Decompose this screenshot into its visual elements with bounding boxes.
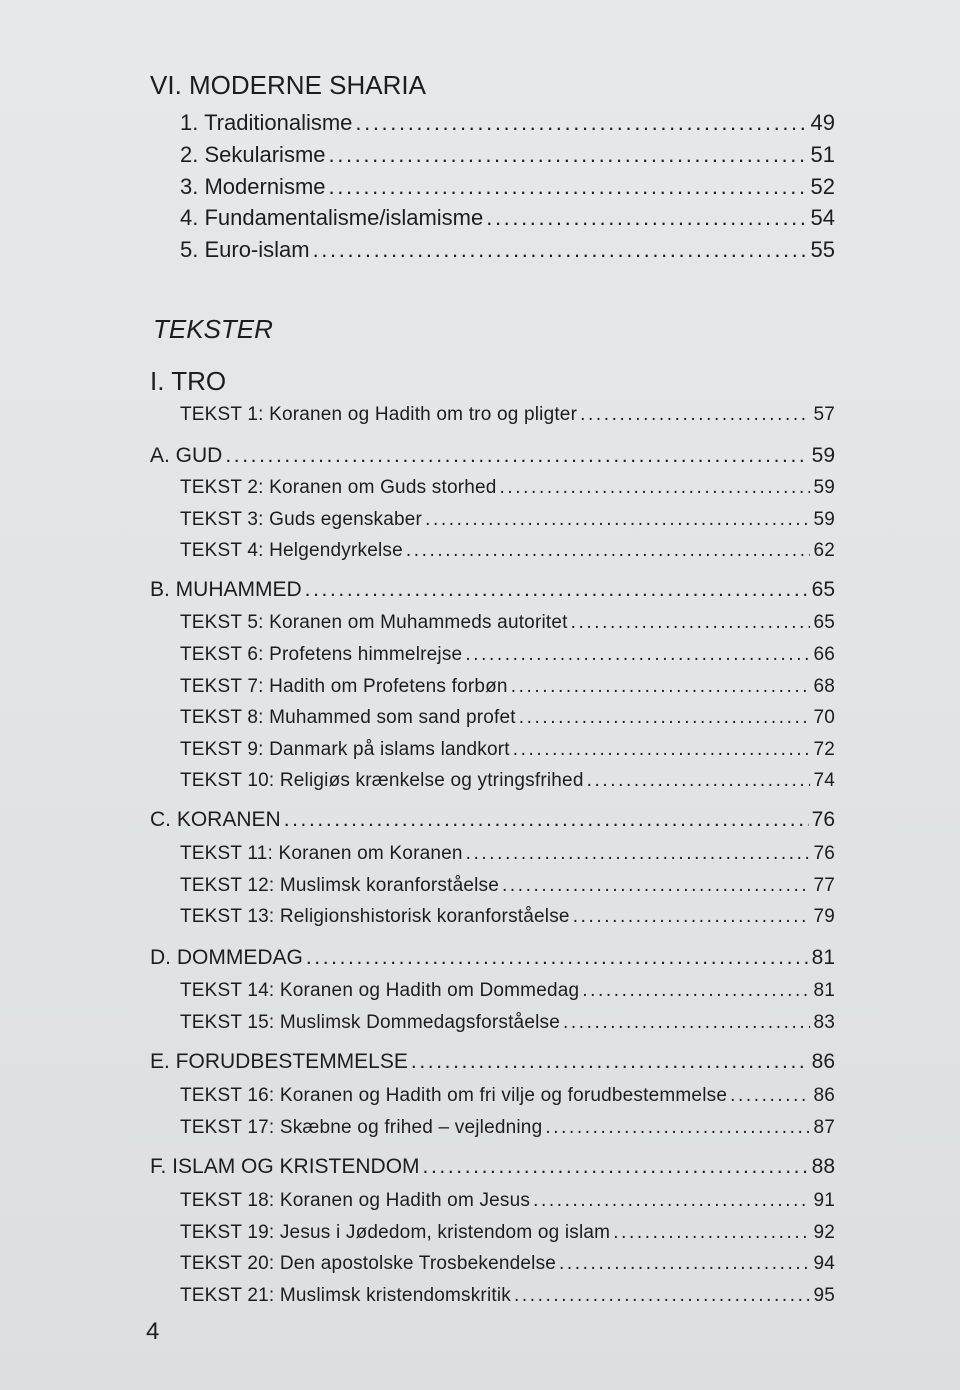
toc-entry[interactable]: [180, 644, 835, 666]
toc-entry-page: 79: [813, 906, 835, 927]
toc-section-label: F. ISLAM OG KRISTENDOM: [150, 1155, 420, 1178]
toc-entry-page: 92: [813, 1222, 835, 1243]
toc-entry[interactable]: [180, 770, 835, 792]
tekster-heading: TEKSTER: [153, 314, 273, 344]
toc-entry[interactable]: [180, 509, 835, 531]
toc-entry-page: 52: [810, 174, 835, 199]
toc-entry[interactable]: [180, 404, 835, 426]
toc-section[interactable]: [150, 1050, 835, 1074]
dot-leader: [305, 578, 809, 602]
dot-leader: [329, 174, 808, 200]
toc-entry-label: TEKST 11: Koranen om Koranen: [180, 843, 463, 864]
dot-leader: [587, 770, 811, 792]
toc-entry-label: 3. Modernisme: [180, 174, 326, 199]
toc-entry[interactable]: [180, 237, 835, 263]
toc-entry-page: 57: [813, 404, 835, 425]
toc-entry-page: 65: [813, 612, 835, 633]
toc-entry-page: 86: [813, 1085, 835, 1106]
toc-section-label: D. DOMMEDAG: [150, 946, 303, 969]
toc-entry-page: 95: [813, 1285, 835, 1306]
toc-entry-label: 5. Euro-islam: [180, 237, 310, 262]
toc-entry-page: 59: [813, 477, 835, 498]
toc-entry[interactable]: [180, 1285, 835, 1307]
dot-leader: [563, 1012, 810, 1034]
toc-entry-label: TEKST 15: Muslimsk Dommedagsforståelse: [180, 1012, 560, 1033]
toc-entry-label: TEKST 13: Religionshistorisk koranforståelse: [180, 906, 570, 927]
part-vi-heading: VI. MODERNE SHARIA: [150, 70, 426, 100]
toc-entry-page: 72: [813, 739, 835, 760]
toc-entry[interactable]: [180, 612, 835, 634]
toc-entry[interactable]: [180, 843, 835, 865]
toc-entry-page: 94: [813, 1253, 835, 1274]
toc-entry[interactable]: [180, 1190, 835, 1212]
toc-entry-label: 1. Traditionalisme: [180, 110, 353, 135]
toc-entry-page: 68: [813, 676, 835, 697]
dot-leader: [613, 1222, 810, 1244]
dot-leader: [423, 1155, 809, 1179]
dot-leader: [533, 1190, 810, 1212]
dot-leader: [313, 237, 808, 263]
toc-entry-page: 59: [813, 509, 835, 530]
dot-leader: [465, 644, 810, 666]
dot-leader: [573, 906, 811, 928]
dot-leader: [306, 946, 809, 970]
toc-entry[interactable]: [180, 1117, 835, 1139]
dot-leader: [580, 404, 810, 426]
dot-leader: [329, 142, 808, 168]
dot-leader: [582, 980, 810, 1002]
toc-section-label: A. GUD: [150, 444, 223, 467]
toc-entry-label: TEKST 8: Muhammed som sand profet: [180, 707, 516, 728]
toc-entry-page: 74: [813, 770, 835, 791]
toc-entry[interactable]: [180, 1012, 835, 1034]
toc-entry-page: 66: [813, 644, 835, 665]
toc-section-page: 81: [811, 946, 835, 969]
toc-entry-label: TEKST 4: Helgendyrkelse: [180, 540, 403, 561]
toc-section-page: 86: [811, 1050, 835, 1073]
toc-entry[interactable]: [180, 739, 835, 761]
dot-leader: [466, 843, 811, 865]
toc-entry-label: TEKST 2: Koranen om Guds storhed: [180, 477, 497, 498]
dot-leader: [486, 205, 807, 231]
dot-leader: [571, 612, 811, 634]
toc-entry[interactable]: [180, 142, 835, 168]
toc-entry[interactable]: [180, 477, 835, 499]
toc-entry-page: 87: [813, 1117, 835, 1138]
toc-entry-page: 76: [813, 843, 835, 864]
toc-entry-page: 49: [810, 110, 835, 135]
dot-leader: [545, 1117, 810, 1139]
toc-entry-label: TEKST 7: Hadith om Profetens forbøn: [180, 676, 508, 697]
dot-leader: [730, 1085, 810, 1107]
toc-entry-page: 55: [810, 237, 835, 262]
toc-entry-label: 2. Sekularisme: [180, 142, 326, 167]
toc-section-page: 76: [811, 808, 835, 831]
toc-section[interactable]: [150, 808, 835, 832]
toc-section-label: E. FORUDBESTEMMELSE: [150, 1050, 408, 1073]
toc-entry-label: TEKST 20: Den apostolske Trosbekendelse: [180, 1253, 557, 1274]
dot-leader: [519, 707, 811, 729]
toc-section[interactable]: [150, 946, 835, 970]
toc-entry[interactable]: [180, 906, 835, 928]
toc-entry-label: TEKST 16: Koranen og Hadith om fri vilje og forudbestemmelse: [180, 1085, 728, 1106]
dot-leader: [511, 676, 811, 698]
toc-entry[interactable]: [180, 875, 835, 897]
toc-entry-label: TEKST 5: Koranen om Muhammeds autoritet: [180, 612, 568, 633]
toc-entry[interactable]: [180, 1085, 835, 1107]
dot-leader: [284, 808, 809, 832]
toc-entry-label: TEKST 1: Koranen og Hadith om tro og pligter: [180, 404, 578, 425]
dot-leader: [225, 444, 808, 468]
toc-entry-page: 62: [813, 540, 835, 561]
toc-entry[interactable]: [180, 540, 835, 562]
page-number: 4: [146, 1318, 160, 1345]
toc-section-label: B. MUHAMMED: [150, 578, 302, 601]
toc-section-page: 88: [811, 1155, 835, 1178]
toc-entry[interactable]: [180, 1253, 835, 1275]
dot-leader: [411, 1050, 809, 1074]
toc-section-label: C. KORANEN: [150, 808, 281, 831]
dot-leader: [355, 110, 807, 136]
toc-entry-label: TEKST 9: Danmark på islams landkort: [180, 739, 510, 760]
toc-entry[interactable]: [180, 1222, 835, 1244]
toc-entry[interactable]: [180, 110, 835, 136]
toc-entry-label: TEKST 12: Muslimsk koranforståelse: [180, 875, 500, 896]
toc-entry[interactable]: [180, 174, 835, 200]
toc-entry[interactable]: [180, 707, 835, 729]
toc-entry-label: TEKST 19: Jesus i Jødedom, kristendom og islam: [180, 1222, 611, 1243]
dot-leader: [513, 739, 811, 761]
toc-entry-page: 91: [813, 1190, 835, 1211]
dot-leader: [502, 875, 810, 897]
toc-section[interactable]: [150, 1155, 835, 1179]
dot-leader: [500, 477, 811, 499]
toc-entry-label: TEKST 21: Muslimsk kristendomskritik: [180, 1285, 511, 1306]
toc-entry[interactable]: [180, 980, 835, 1002]
toc-entry-label: TEKST 6: Profetens himmelrejse: [180, 644, 463, 665]
dot-leader: [514, 1285, 810, 1307]
dot-leader: [406, 540, 811, 562]
toc-section[interactable]: [150, 444, 835, 468]
toc-entry[interactable]: [180, 676, 835, 698]
toc-entry-label: TEKST 18: Koranen og Hadith om Jesus: [180, 1190, 531, 1211]
toc-entry-page: 70: [813, 707, 835, 728]
tro-heading: I. TRO: [150, 366, 227, 396]
toc-entry-label: TEKST 14: Koranen og Hadith om Dommedag: [180, 980, 580, 1001]
toc-entry-page: 54: [810, 205, 835, 230]
toc-entry-page: 81: [813, 980, 835, 1001]
toc-entry-label: TEKST 3: Guds egenskaber: [180, 509, 423, 530]
dot-leader: [559, 1253, 810, 1275]
toc-entry-label: TEKST 17: Skæbne og frihed – vejledning: [180, 1117, 543, 1138]
toc-entry-page: 83: [813, 1012, 835, 1033]
toc-section-page: 65: [811, 578, 835, 601]
toc-section[interactable]: [150, 578, 835, 602]
toc-entry-page: 77: [813, 875, 835, 896]
toc-entry-label: TEKST 10: Religiøs krænkelse og ytringsfrihed: [180, 770, 584, 791]
toc-entry-label: 4. Fundamentalisme/islamisme: [180, 205, 484, 230]
dot-leader: [425, 509, 810, 531]
toc-entry-page: 51: [810, 142, 835, 167]
toc-section-page: 59: [811, 444, 835, 467]
toc-entry[interactable]: [180, 205, 835, 231]
